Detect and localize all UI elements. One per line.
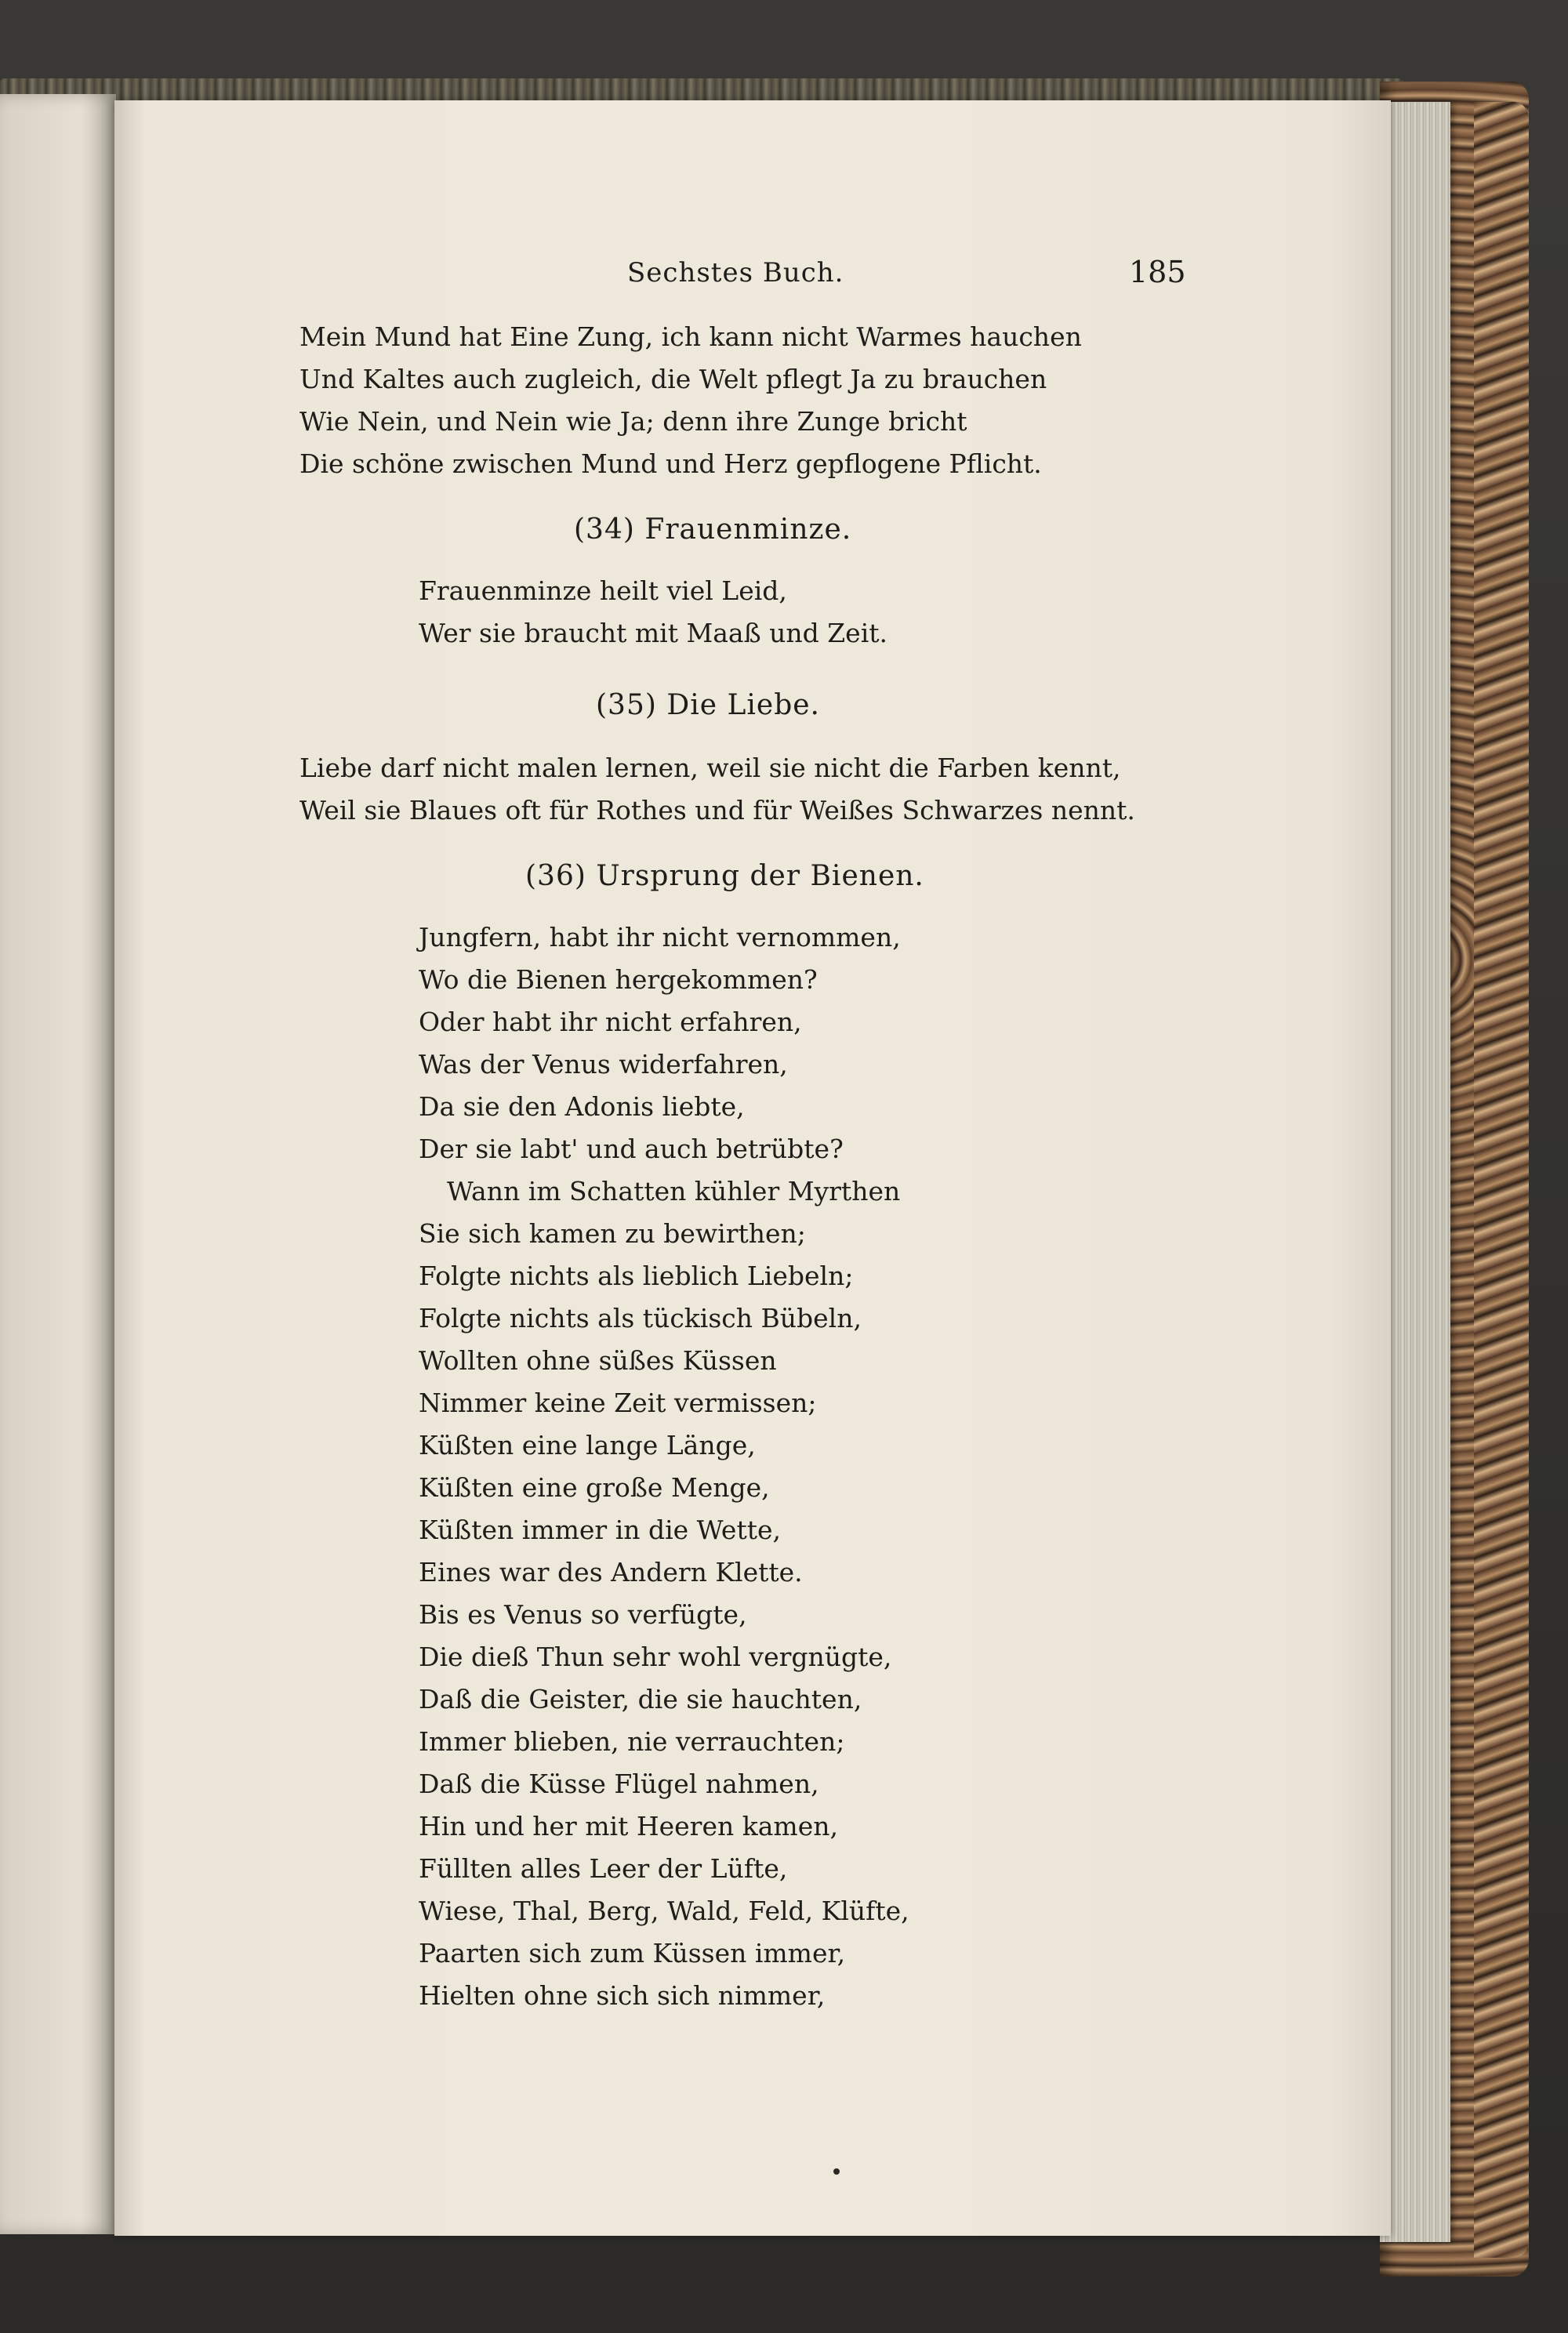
intro-line: Und Kaltes auch zugleich, die Welt pflegt Ja zu brauchen xyxy=(299,364,1047,394)
poem-36-line: Nimmer keine Zeit vermissen; xyxy=(419,1388,817,1418)
poem-34-title: (34) Frauenminze. xyxy=(574,513,852,546)
poem-36-line: Wiese, Thal, Berg, Wald, Feld, Klüfte, xyxy=(419,1896,909,1926)
poem-36-line: Daß die Küsse Flügel nahmen, xyxy=(419,1769,819,1799)
poem-36-line: Hielten ohne sich sich nimmer, xyxy=(419,1980,826,2011)
poem-36-line: Der sie labt' und auch betrübte? xyxy=(419,1134,844,1164)
intro-line: Die schöne zwischen Mund und Herz gepflogene Pflicht. xyxy=(299,448,1042,479)
running-head: Sechstes Buch. xyxy=(627,257,844,288)
book-page xyxy=(114,100,1391,2236)
page-number: 185 xyxy=(1129,255,1186,289)
poem-36-line: Oder habt ihr nicht erfahren, xyxy=(419,1007,802,1037)
poem-36-line: Sie sich kamen zu bewirthen; xyxy=(419,1218,806,1249)
poem-36-line: Folgte nichts als tückisch Bübeln, xyxy=(419,1303,862,1333)
poem-36-line: Folgte nichts als lieblich Liebeln; xyxy=(419,1261,854,1291)
facing-page-edge xyxy=(0,94,116,2234)
poem-36-line: Immer blieben, nie verrauchten; xyxy=(419,1726,845,1757)
poem-36-line: Küßten eine große Menge, xyxy=(419,1472,770,1503)
poem-35-line: Liebe darf nicht malen lernen, weil sie nicht die Farben kennt, xyxy=(299,753,1121,783)
printer-mark-dot xyxy=(833,2168,840,2175)
poem-34-line: Frauenminze heilt viel Leid, xyxy=(419,575,787,606)
poem-36-line: Die dieß Thun sehr wohl vergnügte, xyxy=(419,1642,892,1672)
poem-36-line: Wollten ohne süßes Küssen xyxy=(419,1345,777,1376)
poem-36-line: Paarten sich zum Küssen immer, xyxy=(419,1938,846,1968)
poem-35-title: (35) Die Liebe. xyxy=(596,689,820,721)
poem-36-line: Füllten alles Leer der Lüfte, xyxy=(419,1853,788,1884)
poem-36-line: Bis es Venus so verfügte, xyxy=(419,1599,747,1630)
poem-36-line: Was der Venus widerfahren, xyxy=(419,1049,788,1079)
poem-36-line: Jungfern, habt ihr nicht vernommen, xyxy=(419,922,901,952)
poem-34-line: Wer sie braucht mit Maaß und Zeit. xyxy=(419,618,887,648)
poem-36-line: Wo die Bienen hergekommen? xyxy=(419,964,818,995)
poem-36-title: (36) Ursprung der Bienen. xyxy=(525,860,924,892)
marbled-cover-edge xyxy=(1474,102,1529,2258)
poem-36-line: Wann im Schatten kühler Myrthen xyxy=(447,1176,901,1206)
intro-line: Mein Mund hat Eine Zung, ich kann nicht Warmes hauchen xyxy=(299,321,1082,352)
poem-36-line: Daß die Geister, die sie hauchten, xyxy=(419,1684,862,1714)
intro-line: Wie Nein, und Nein wie Ja; denn ihre Zunge bricht xyxy=(299,406,967,437)
poem-36-line: Hin und her mit Heeren kamen, xyxy=(419,1811,838,1841)
poem-35-line: Weil sie Blaues oft für Rothes und für Weißes Schwarzes nennt. xyxy=(299,795,1135,825)
poem-36-line: Da sie den Adonis liebte, xyxy=(419,1091,745,1122)
poem-36-line: Eines war des Andern Klette. xyxy=(419,1557,803,1587)
poem-36-line: Küßten eine lange Länge, xyxy=(419,1430,756,1460)
poem-36-line: Küßten immer in die Wette, xyxy=(419,1515,781,1545)
